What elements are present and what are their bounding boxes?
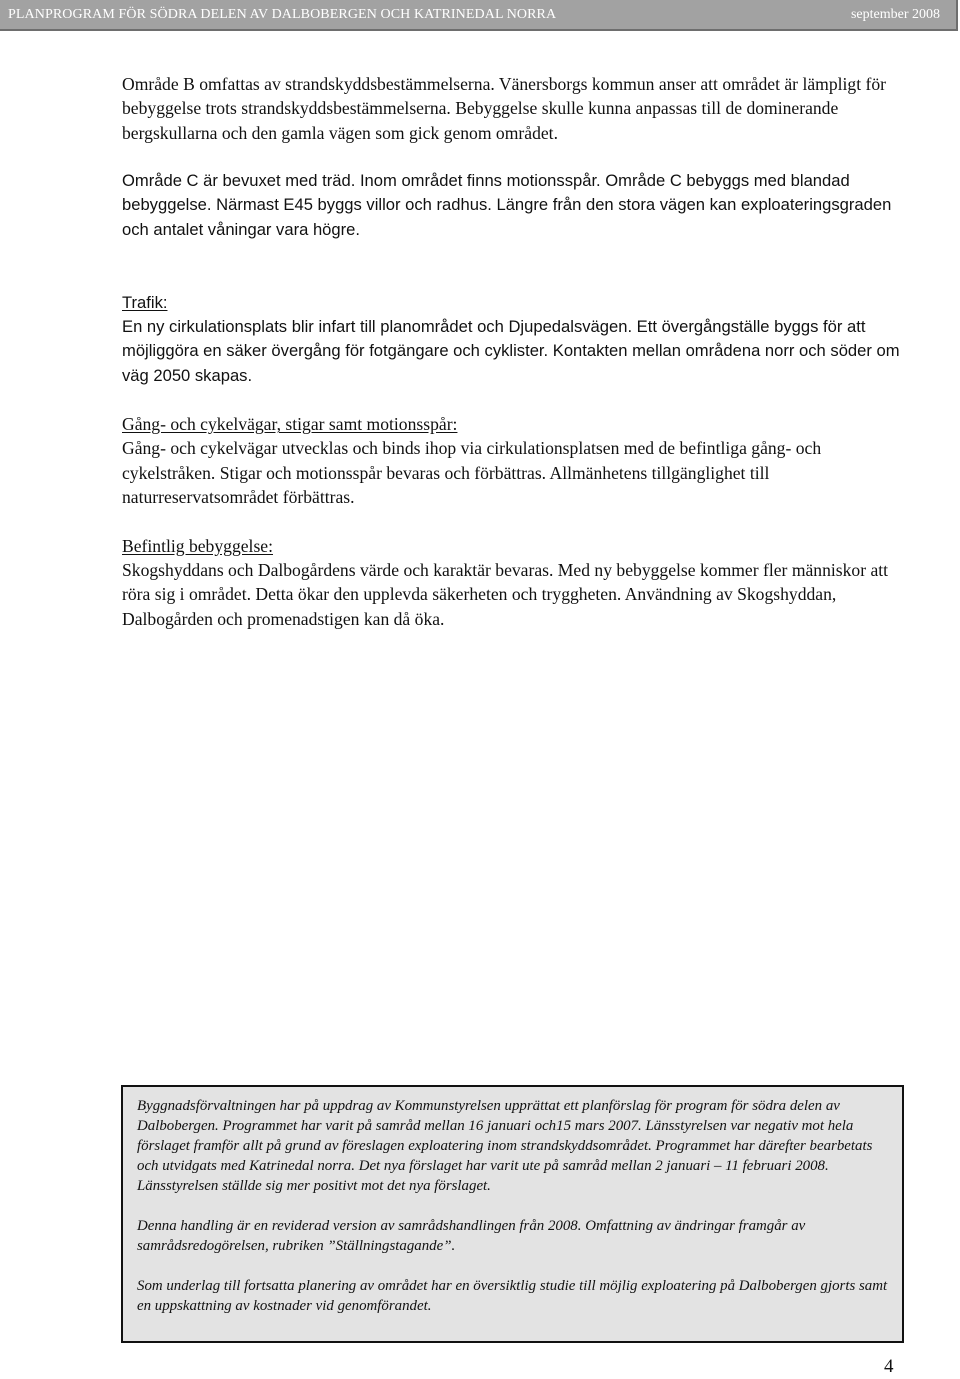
paragraph-area-c: Område C är bevuxet med träd. Inom området finns motionsspår. Område C bebyggs med blandad bebyggelse. Närmast E45 byggs villor och radhus. Längre från den stora vägen kan exploateringsgraden och antalet våningar vara högre. — [122, 171, 892, 239]
info-box-paragraph-basis: Som underlag till fortsatta planering av området har en översiktlig studie till möjlig exploatering på Dalbobergen gjorts samt en uppskattning av kostnader vid genomförandet. — [137, 1278, 888, 1314]
info-box-spacer — [137, 1256, 888, 1276]
section-text-befintlig-bebyggelse: Skogshyddans och Dalbogårdens värde och karaktär bevaras. Med ny bebyggelse kommer fler människor att röra sig i området. Detta ökar den upplevda säkerheten och tryggheten. Användning av Skogshyddan, Dalbogården och promenadstigen kan då öka. — [122, 559, 889, 629]
page-header — [0, 0, 958, 31]
section-heading-trafik: Trafik: — [122, 292, 168, 312]
section-text-gang-och-cykelvagar: Gång- och cykelvägar utvecklas och binds ihop via cirkulationsplatsen med de befintliga gång- och cykelstråken. Stigar och motionsspår bevaras och förbättras. Allmänhetens tillgänglighet till naturreservatsområdet förbättras. — [122, 438, 822, 508]
paragraph-area-b: Område B omfattas av strandskyddsbestämmelserna. Vänersborgs kommun anser att området är lämpligt för bebyggelse trots strandskyddsbestämmelserna. Bebyggelse skulle kunna anpassas till de dominerande bergskullarna och den gamla vägen som gick genom området. — [122, 74, 886, 143]
info-box-paragraph-history: Byggnadsförvaltningen har på uppdrag av Kommunstyrelsen upprättat ett planförslag för program för södra delen av Dalbobergen. Programmet har varit på samråd mellan 16 januari och15 mars 2007. Länsstyrelsen var negativ mot hela förslaget framför allt på grund av föreslagen exploatering inom strandskyddsområdet. Programmet har därefter bearbetats och utvidgats med Katrinedal norra. Det nya förslaget har varit ute på samråd mellan 2 januari – 11 februari 2008. Länsstyrelsen ställde sig mer positivt mot det nya förslaget. — [137, 1098, 873, 1194]
section-text-trafik: En ny cirkulationsplats blir infart till planområdet och Djupedalsvägen. Ett övergångställe byggs för att möjliggöra en säker övergång för fotgängare och cyklister. Kontakten mellan områdena norr och söder om väg 2050 skapas. — [122, 316, 900, 385]
info-box-spacer — [137, 1196, 888, 1216]
info-box-paragraph-revision: Denna handling är en reviderad version av samrådshandlingen från 2008. Omfattning av ändringar framgår av samrådsredogörelsen, rubriken ”Ställningstagande”. — [137, 1218, 806, 1254]
section-trafik — [122, 291, 902, 388]
header-title: PLANPROGRAM FÖR SÖDRA DELEN AV DALBOBERGEN OCH KATRINEDAL NORRA — [8, 7, 557, 22]
document-body — [122, 72, 902, 631]
header-date: september 2008 — [850, 7, 940, 22]
section-heading-gang-och-cykelvagar: Gång- och cykelvägar, stigar samt motionsspår: — [122, 414, 458, 435]
info-box — [121, 1085, 904, 1343]
section-gang-och-cykelvagar — [122, 412, 902, 509]
section-heading-befintlig-bebyggelse: Befintlig bebyggelse: — [122, 535, 273, 556]
section-befintlig-bebyggelse — [122, 534, 902, 631]
page-number: 4 — [884, 1356, 894, 1377]
